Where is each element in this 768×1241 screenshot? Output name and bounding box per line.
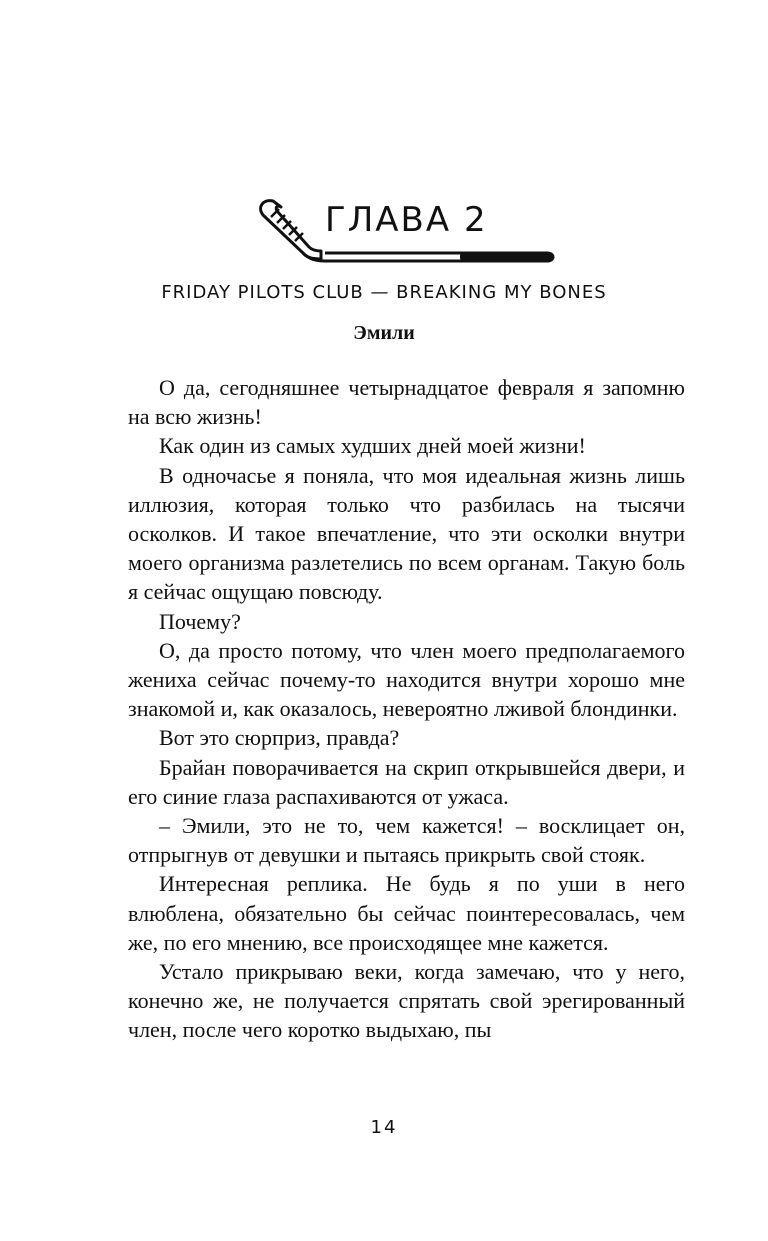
paragraph: – Эмили, это не то, чем кажется! – восклицает он, отпрыгнув от девушки и пытаясь прикрыть свой стояк. (128, 813, 685, 868)
page-number: 14 (370, 1117, 398, 1138)
body-text (128, 373, 685, 1045)
chapter-title: ГЛАВА 2 (325, 200, 488, 240)
paragraph: О, да просто потому, что член моего предполагаемого жениха сейчас почему-то находится внутри хорошо мне знакомой и, как оказалось, невероятно лживой блондинки. (128, 637, 685, 722)
paragraph: Устало прикрываю веки, когда замечаю, что у него, конечно же, не получается спрятать свой эрегированный член, после чего коротко выдыхаю, пы (128, 959, 685, 1043)
paragraph: Интересная реплика. Не будь я по уши в него влюблена, обязательно бы сейчас поинтересовалась, чем же, по его мнению, все происходящее мне кажется. (128, 871, 685, 955)
paragraph: Почему? (159, 608, 241, 634)
paragraph: В одночасье я поняла, что моя идеальная жизнь лишь иллюзия, которая только что разбилась на тысячи осколков. И такое впечатление, что эти осколки внутри моего организма разлетелись по всем органам. Такую боль я сейчас ощущаю повсюду. (128, 462, 685, 605)
paragraph: Как один из самых худших дней моей жизни! (159, 433, 586, 459)
chapter-subtitle: FRIDAY PILOTS CLUB — BREAKING MY BONES (161, 282, 607, 303)
paragraph: Вот это сюрприз, правда? (159, 725, 400, 751)
paragraph: О да, сегодняшнее четырнадцатое февраля я запомню на всю жизнь! (128, 375, 685, 430)
pov-character-name: Эмили (353, 322, 415, 344)
paragraph: Брайан поворачивается на скрип открывшейся двери, и его синие глаза распахиваются от ужаса. (128, 754, 685, 809)
